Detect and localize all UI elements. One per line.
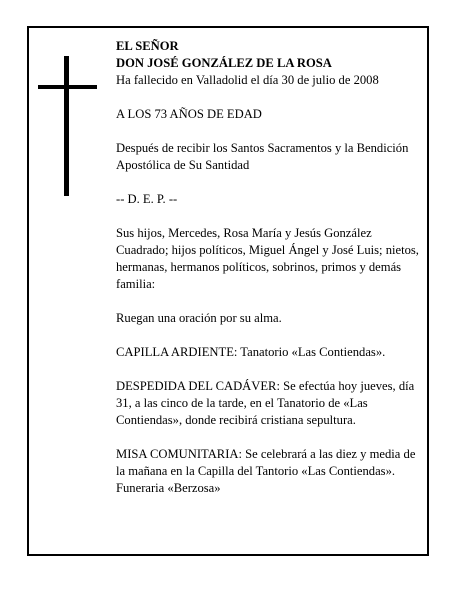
family-paragraph: Sus hijos, Mercedes, Rosa María y Jesús González Cuadrado; hijos políticos, Miguel Ángel y José Luis; nietos, hermanas, hermanos políticos, sobrinos, primos y demás familia: <box>116 226 419 291</box>
cross-icon-bar <box>38 85 97 89</box>
age-line: A LOS 73 AÑOS DE EDAD <box>116 107 262 121</box>
obituary-text <box>116 38 420 497</box>
death-statement: Ha fallecido en Valladolid el día 30 de julio de 2008 <box>116 73 379 87</box>
prayer-line: Ruegan una oración por su alma. <box>116 311 282 325</box>
farewell-paragraph: DESPEDIDA DEL CADÁVER: Se efectúa hoy jueves, día 31, a las cinco de la tarde, en el Tanatorio de «Las Contiendas», donde recibirá cristiana sepultura. <box>116 379 415 427</box>
funeral-home-line: Funeraria «Berzosa» <box>116 481 221 495</box>
honorific-title: EL SEÑOR <box>116 39 179 53</box>
chapel-line: CAPILLA ARDIENTE: Tanatorio «Las Contiendas». <box>116 345 386 359</box>
rip-line: -- D. E. P. -- <box>116 192 178 206</box>
sacraments-line: Después de recibir los Santos Sacramentos y la Bendición Apostólica de Su Santidad <box>116 141 409 172</box>
cross-icon <box>64 56 69 196</box>
mass-paragraph: MISA COMUNITARIA: Se celebrará a las diez y media de la mañana en la Capilla del Tantorio «Las Contiendas». <box>116 447 416 478</box>
deceased-name: DON JOSÉ GONZÁLEZ DE LA ROSA <box>116 56 332 70</box>
